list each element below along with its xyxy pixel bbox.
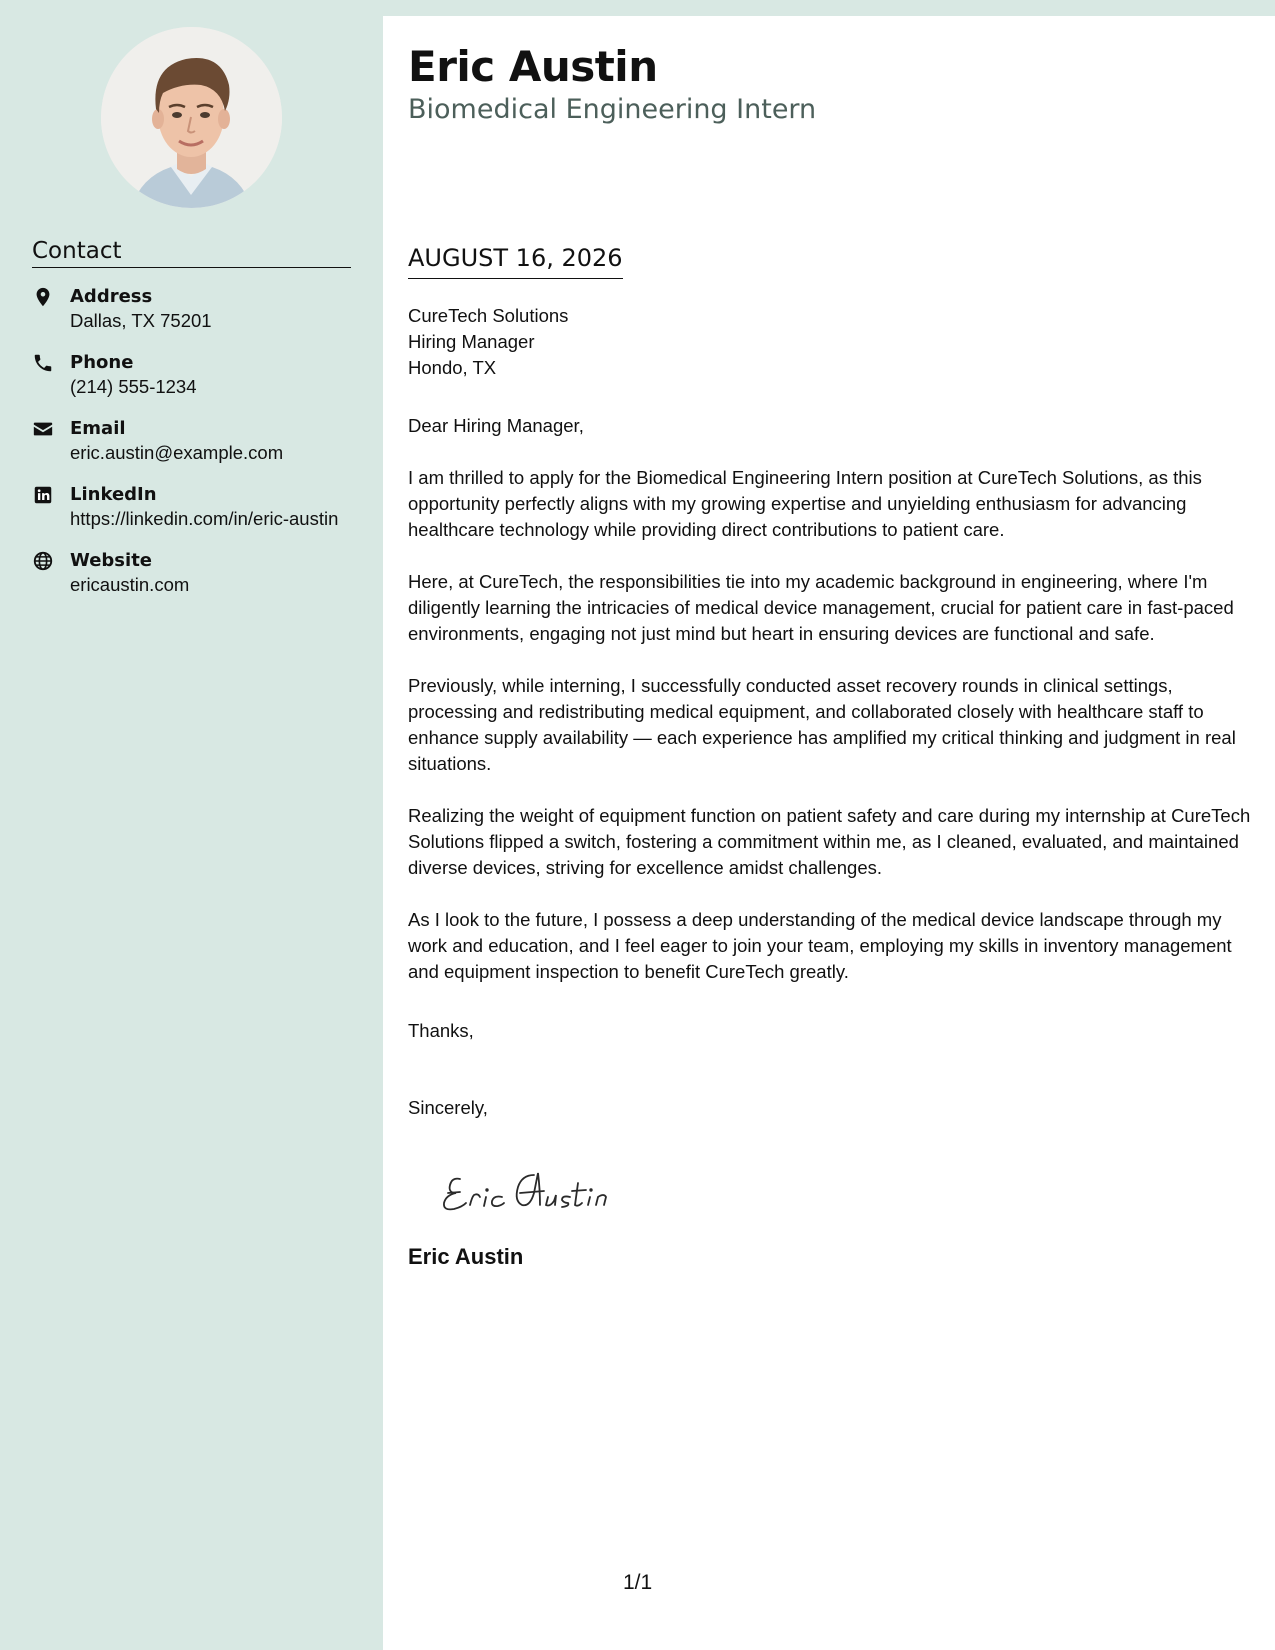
contact-label: Phone xyxy=(70,352,134,373)
contact-item-email xyxy=(32,416,352,465)
envelope-icon xyxy=(32,418,54,440)
contact-label: LinkedIn xyxy=(70,484,157,505)
page-number: 1/1 xyxy=(623,1571,653,1594)
contact-label: Email xyxy=(70,418,126,439)
recipient-company: CureTech Solutions xyxy=(408,305,569,326)
globe-icon xyxy=(32,550,54,572)
letter-main xyxy=(383,16,1275,1650)
contact-heading: Contact xyxy=(32,238,351,268)
linkedin-value[interactable]: https://linkedin.com/in/eric-austin xyxy=(70,508,339,529)
signed-name: Eric Austin xyxy=(408,1244,524,1269)
map-pin-icon xyxy=(32,286,54,308)
paragraph: As I look to the future, I possess a deep understanding of the medical device landscape through my work and education, and I feel eager to join your team, employing my skills in inventory management and equipment inspection to benefit CureTech greatly. xyxy=(408,909,1232,982)
recipient-location: Hondo, TX xyxy=(408,357,497,378)
contact-item-website xyxy=(32,548,352,597)
profile-photo-icon xyxy=(101,27,282,208)
signature-icon xyxy=(438,1159,658,1221)
letter-body xyxy=(408,413,1253,1011)
closing-thanks: Thanks, xyxy=(408,1020,474,1041)
contact-item-linkedin xyxy=(32,482,352,531)
phone-value[interactable]: (214) 555-1234 xyxy=(70,376,197,397)
paragraph: I am thrilled to apply for the Biomedical Engineering Intern position at CureTech Solutions, as this opportunity perfectly aligns with my growing expertise and unyielding enthusiasm for advancing healthcare technology while providing direct contributions to patient care. xyxy=(408,467,1202,540)
avatar xyxy=(101,27,282,208)
job-title: Biomedical Engineering Intern xyxy=(408,94,817,125)
phone-icon xyxy=(32,352,54,374)
applicant-name: Eric Austin xyxy=(408,42,658,91)
handwritten-signature xyxy=(438,1159,658,1221)
paragraph: Realizing the weight of equipment function on patient safety and care during my internship at CureTech Solutions flipped a switch, fostering a commitment within me, as I cleaned, evaluated, and maintained diverse devices, striving for excellence amidst challenges. xyxy=(408,805,1251,878)
contact-item-phone xyxy=(32,350,352,399)
contact-item-address xyxy=(32,284,352,333)
contact-label: Address xyxy=(70,286,153,307)
contact-label: Website xyxy=(70,550,153,571)
closing-sincerely: Sincerely, xyxy=(408,1097,488,1118)
letter-date: AUGUST 16, 2026 xyxy=(408,244,623,279)
paragraph: Here, at CureTech, the responsibilities tie into my academic background in engineering, where I'm diligently learning the intricacies of medical device management, crucial for patient care in fast-paced environments, engaging not just mind but heart in ensuring devices are functional and safe. xyxy=(408,571,1234,644)
email-value[interactable]: eric.austin@example.com xyxy=(70,442,284,463)
greeting: Dear Hiring Manager, xyxy=(408,415,584,436)
recipient-block xyxy=(408,303,568,381)
contact-list xyxy=(32,284,352,614)
address-value: Dallas, TX 75201 xyxy=(70,310,212,331)
website-value[interactable]: ericaustin.com xyxy=(70,574,190,595)
linkedin-icon xyxy=(32,484,54,506)
recipient-contact: Hiring Manager xyxy=(408,331,535,352)
paragraph: Previously, while interning, I successfully conducted asset recovery rounds in clinical settings, processing and redistributing medical equipment, and collaborated closely with healthcare staff to enhance supply availability — each experience has amplified my critical thinking and judgment in real situations. xyxy=(408,675,1236,774)
sidebar xyxy=(0,0,383,1650)
